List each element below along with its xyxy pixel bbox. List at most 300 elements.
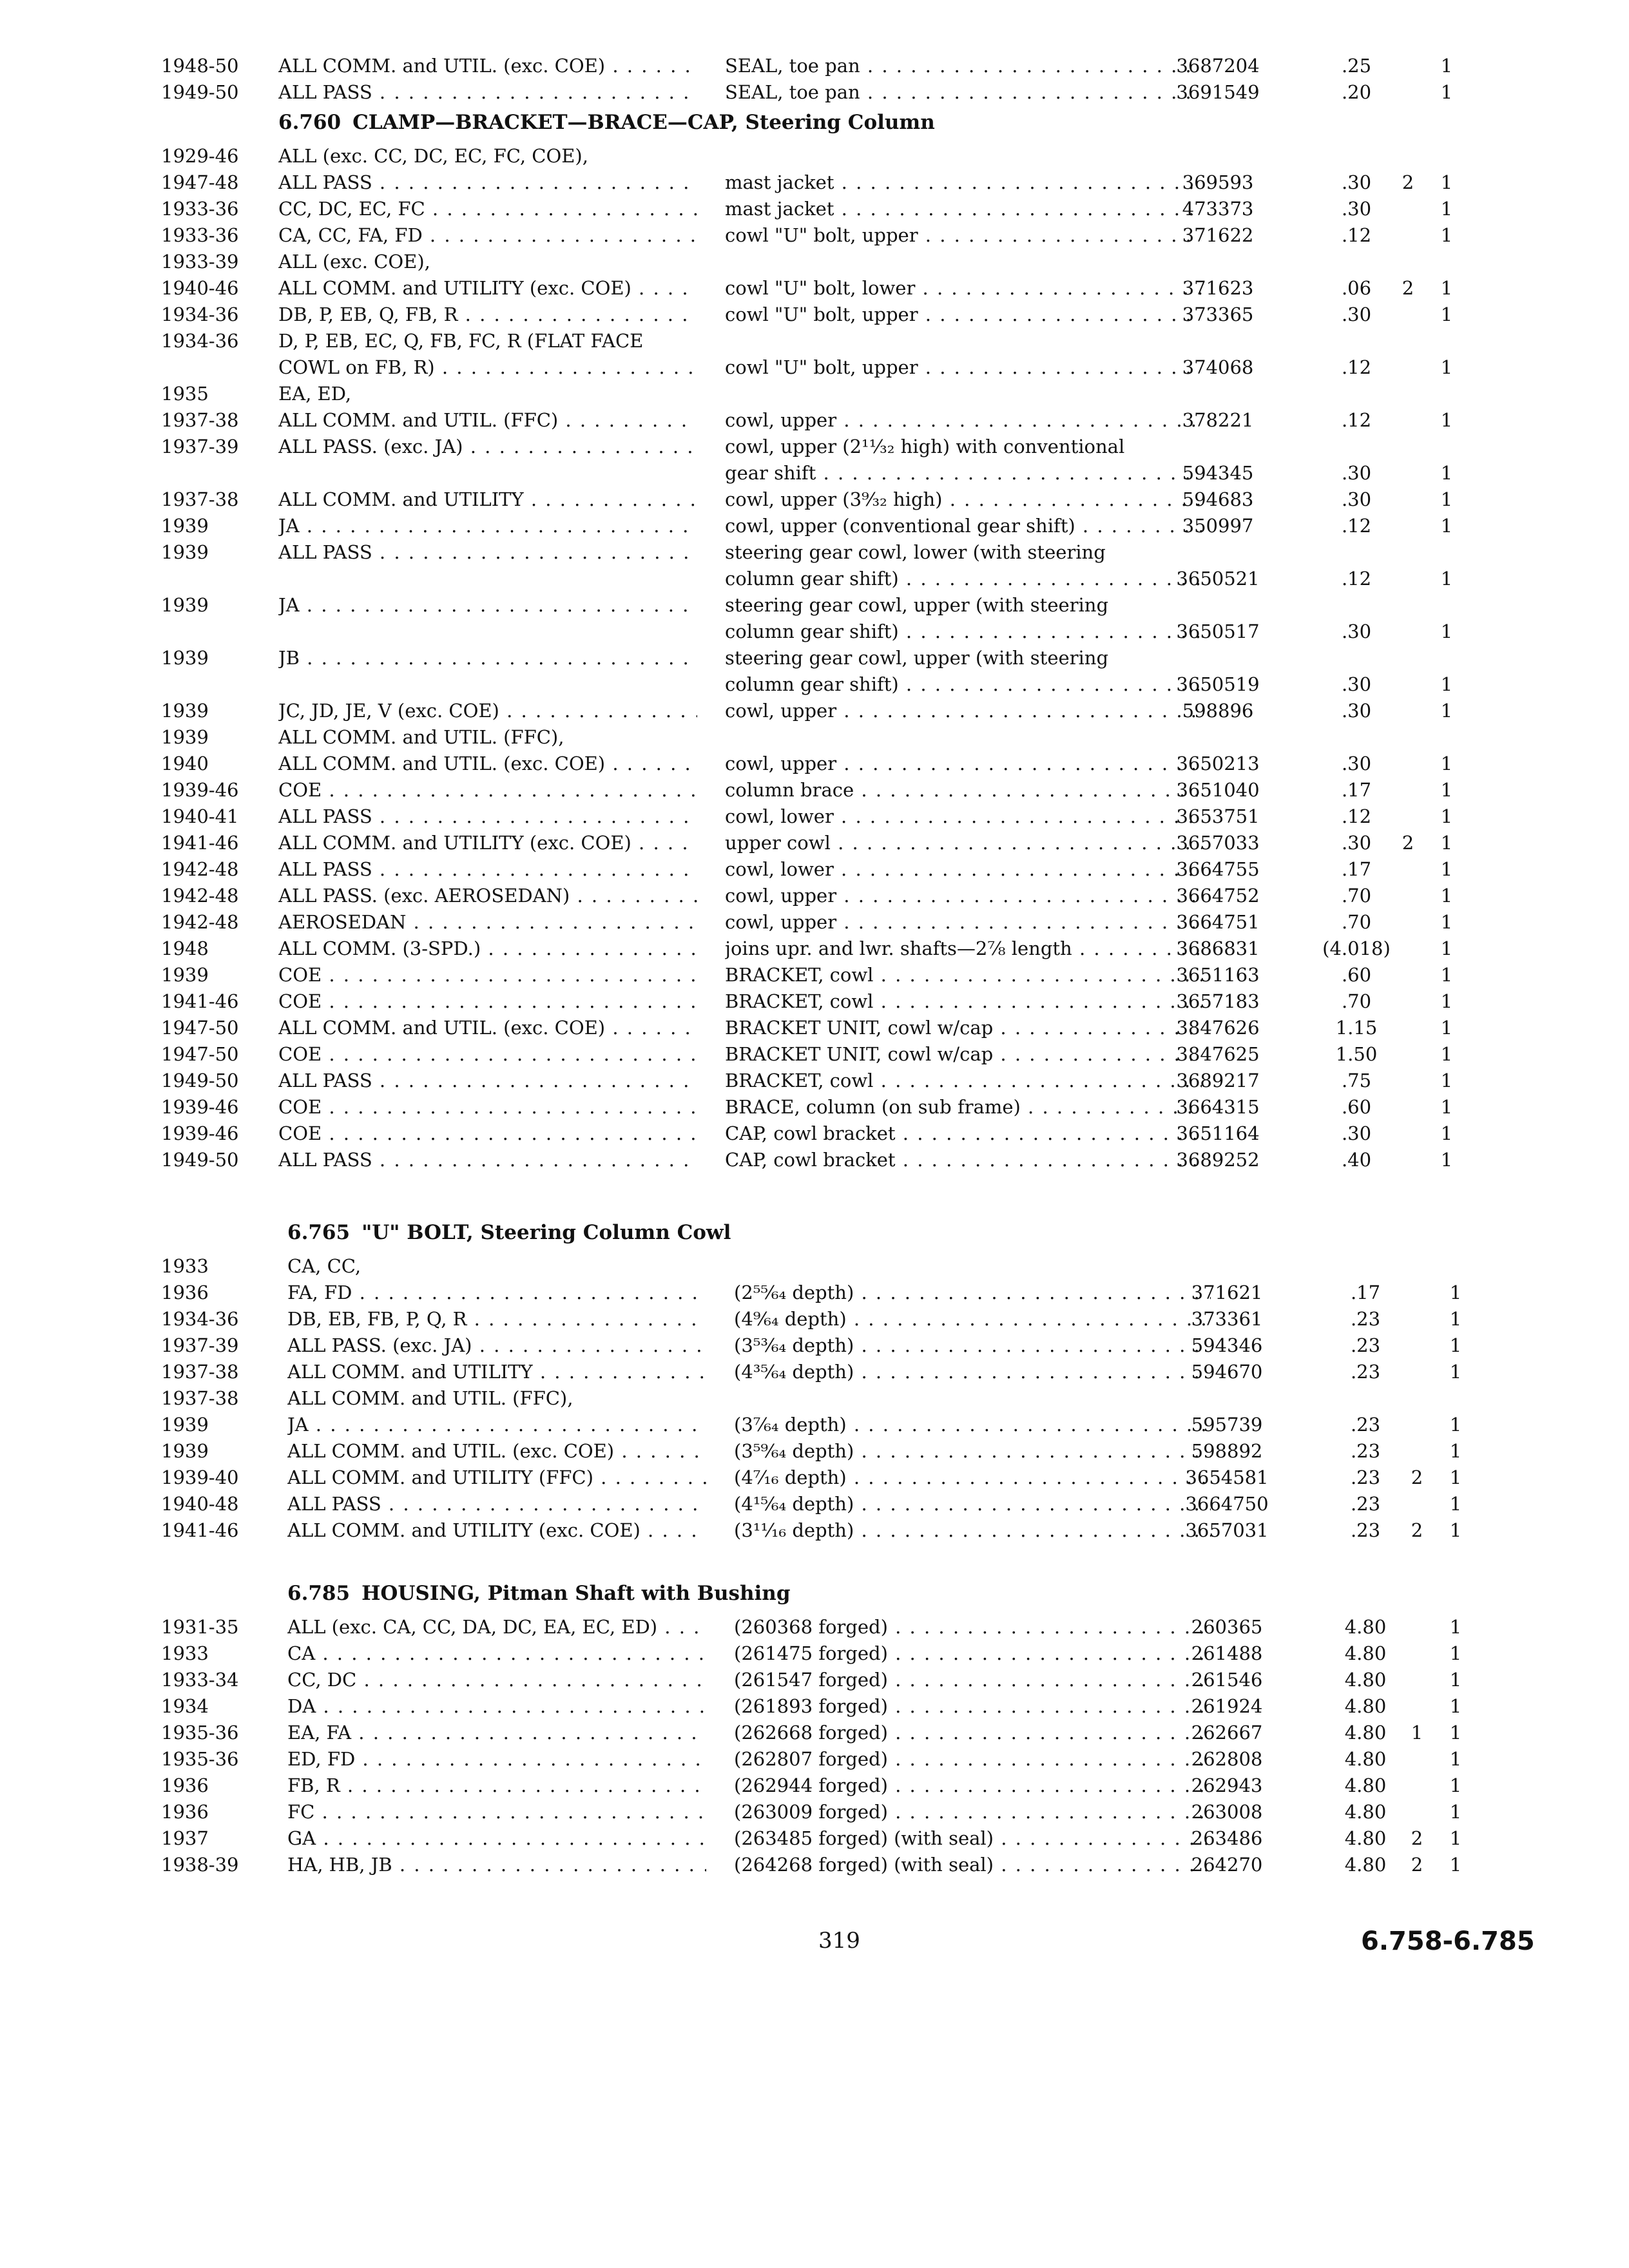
qty-cell: 1 — [1440, 620, 1453, 642]
qty-cell: 1 — [1449, 1282, 1462, 1303]
price-cell: 4.80 — [1344, 1801, 1387, 1823]
part-number-cell: 260365 — [1191, 1616, 1263, 1638]
year-cell: 1937-38 — [161, 1361, 239, 1383]
table-row — [0, 671, 1629, 697]
part-number-cell: 3664752 — [1176, 885, 1260, 907]
description-cell: (4¹⁵⁄₆₄ depth) . . . — [734, 1491, 1211, 1517]
group-qty-cell: 2 — [1411, 1466, 1423, 1488]
qty-cell: 1 — [1440, 937, 1453, 959]
qty-cell: 1 — [1440, 568, 1453, 590]
part-number-cell: 371622 — [1182, 224, 1254, 246]
description-cell: cowl, lower . . . — [725, 803, 1202, 829]
price-cell: 4.80 — [1344, 1695, 1387, 1717]
application-cell: DB, EB, FB, P, Q, R . . . — [287, 1306, 706, 1332]
price-cell: .06 — [1341, 277, 1372, 299]
qty-cell: 1 — [1440, 224, 1453, 246]
application-cell: COE . . . — [278, 1120, 697, 1146]
qty-cell: 1 — [1440, 409, 1453, 431]
description-cell: cowl "U" bolt, lower . . . — [725, 275, 1202, 301]
application-cell: COE . . . — [278, 777, 697, 803]
year-cell: 1939 — [161, 515, 209, 537]
year-cell: 1935 — [161, 383, 209, 405]
application-cell: ED, FD . . . — [287, 1746, 706, 1772]
application-cell: ALL (exc. CC, DC, EC, FC, COE), — [278, 145, 588, 167]
description-cell: (2⁵⁵⁄₆₄ depth) . . . — [734, 1280, 1211, 1305]
table-row — [0, 1359, 1629, 1385]
year-cell: 1939 — [161, 726, 209, 748]
application-cell: ALL COMM. and UTIL. (FFC), — [287, 1387, 574, 1409]
application-cell: AEROSEDAN . . . — [278, 909, 697, 935]
qty-cell: 1 — [1440, 55, 1453, 77]
table-row — [0, 1667, 1629, 1693]
qty-cell: 1 — [1440, 1017, 1453, 1039]
application-cell: ALL (exc. CA, CC, DA, DC, EA, EC, ED) . . . — [287, 1614, 706, 1640]
description-cell: (3⁷⁄₆₄ depth) . . . — [734, 1412, 1211, 1437]
section-number: 6.785 — [287, 1582, 351, 1605]
part-number-cell: 373365 — [1182, 303, 1254, 325]
year-cell: 1939-46 — [161, 1096, 239, 1118]
qty-cell: 1 — [1440, 81, 1453, 103]
table-row — [0, 1068, 1629, 1093]
price-cell: .25 — [1341, 55, 1372, 77]
part-number-cell: 3651163 — [1176, 964, 1260, 986]
description-cell: cowl, lower . . . — [725, 856, 1202, 882]
section-heading — [278, 111, 935, 134]
part-number-cell: 3689252 — [1176, 1149, 1260, 1171]
description-cell: joins upr. and lwr. shafts—2⅞ length . . . — [725, 936, 1202, 961]
qty-cell: 1 — [1440, 753, 1453, 774]
price-cell: .23 — [1350, 1308, 1381, 1330]
part-number-cell: 374068 — [1182, 356, 1254, 378]
application-cell: CA, CC, — [287, 1255, 361, 1277]
qty-cell: 1 — [1440, 990, 1453, 1012]
application-cell: CA . . . — [287, 1640, 706, 1666]
description-cell: cowl "U" bolt, upper . . . — [725, 354, 1202, 380]
price-cell: .70 — [1341, 911, 1372, 933]
description-cell: cowl, upper . . . — [725, 883, 1202, 908]
year-cell: 1939 — [161, 700, 209, 722]
description-cell: (261893 forged) . . . — [734, 1693, 1211, 1719]
table-row — [0, 381, 1629, 407]
part-number-cell: 261924 — [1191, 1695, 1263, 1717]
price-cell: .40 — [1341, 1149, 1372, 1171]
application-cell: ALL COMM. and UTIL. (exc. COE) . . . — [278, 1015, 697, 1041]
table-row — [0, 79, 1629, 105]
application-cell: ALL COMM. and UTILITY (exc. COE) . . . — [278, 830, 697, 856]
table-row — [0, 936, 1629, 961]
description-cell: (263485 forged) (with seal) . . . — [734, 1825, 1211, 1851]
application-cell: CC, DC . . . — [287, 1667, 706, 1693]
qty-cell: 1 — [1440, 779, 1453, 801]
description-cell: gear shift . . . — [725, 460, 1202, 486]
price-cell: .30 — [1341, 462, 1372, 484]
year-cell: 1934-36 — [161, 330, 239, 352]
group-qty-cell: 2 — [1411, 1827, 1423, 1849]
year-cell: 1931-35 — [161, 1616, 239, 1638]
year-cell: 1933-34 — [161, 1669, 239, 1691]
application-cell: ALL (exc. COE), — [278, 251, 430, 273]
price-cell: 4.80 — [1344, 1827, 1387, 1849]
qty-cell: 1 — [1449, 1827, 1462, 1849]
section-heading — [287, 1582, 791, 1605]
year-cell: 1935-36 — [161, 1722, 239, 1744]
description-cell: cowl "U" bolt, upper . . . — [725, 222, 1202, 248]
price-cell: .23 — [1350, 1334, 1381, 1356]
qty-cell: 1 — [1449, 1722, 1462, 1744]
price-cell: .30 — [1341, 673, 1372, 695]
application-cell: JA . . . — [278, 513, 697, 539]
part-number-cell: 595739 — [1191, 1414, 1263, 1436]
application-cell: COE . . . — [278, 1041, 697, 1067]
table-row — [0, 302, 1629, 327]
year-cell: 1941-46 — [161, 832, 239, 854]
table-row — [0, 988, 1629, 1014]
table-row — [0, 1253, 1629, 1279]
section-number: 6.760 — [278, 111, 342, 134]
year-cell: 1933-36 — [161, 224, 239, 246]
description-cell: (262668 forged) . . . — [734, 1720, 1211, 1745]
qty-cell: 1 — [1449, 1748, 1462, 1770]
price-cell: .75 — [1341, 1070, 1372, 1091]
year-cell: 1936 — [161, 1282, 209, 1303]
part-number-cell: 3687204 — [1176, 55, 1260, 77]
description-cell: steering gear cowl, upper (with steering — [725, 594, 1109, 616]
part-number-cell: 3653751 — [1176, 805, 1260, 827]
qty-cell: 1 — [1440, 964, 1453, 986]
qty-cell: 1 — [1449, 1519, 1462, 1541]
description-cell: (3⁵⁹⁄₆₄ depth) . . . — [734, 1438, 1211, 1464]
part-number-cell: 262943 — [1191, 1774, 1263, 1796]
qty-cell: 1 — [1440, 858, 1453, 880]
part-number-cell: 594683 — [1182, 488, 1254, 510]
part-number-cell: 3664755 — [1176, 858, 1260, 880]
price-cell: 4.80 — [1344, 1774, 1387, 1796]
year-cell: 1937 — [161, 1827, 209, 1849]
price-cell: 4.80 — [1344, 1669, 1387, 1691]
year-cell: 1935-36 — [161, 1748, 239, 1770]
application-cell: D, P, EB, EC, Q, FB, FC, R (FLAT FACE — [278, 330, 644, 352]
part-number-cell: 263486 — [1191, 1827, 1263, 1849]
part-number-cell: 378221 — [1182, 409, 1254, 431]
part-number-cell: 3664751 — [1176, 911, 1260, 933]
description-cell: cowl, upper (conventional gear shift) . . . — [725, 513, 1202, 539]
year-cell: 1942-48 — [161, 911, 239, 933]
application-cell: FA, FD . . . — [287, 1280, 706, 1305]
qty-cell: 1 — [1440, 700, 1453, 722]
price-cell: .30 — [1341, 700, 1372, 722]
description-cell: cowl, upper . . . — [725, 407, 1202, 433]
price-cell: 4.80 — [1344, 1722, 1387, 1744]
qty-cell: 1 — [1440, 462, 1453, 484]
year-cell: 1939 — [161, 647, 209, 669]
year-cell: 1933-36 — [161, 198, 239, 220]
table-row — [0, 1640, 1629, 1666]
part-number-cell: 369593 — [1182, 171, 1254, 193]
application-cell: ALL COMM. and UTILITY (exc. COE) . . . — [278, 275, 697, 301]
description-cell: (264268 forged) (with seal) . . . — [734, 1852, 1211, 1878]
group-qty-cell: 2 — [1402, 277, 1414, 299]
part-number-cell: 261546 — [1191, 1669, 1263, 1691]
part-number-cell: 262808 — [1191, 1748, 1263, 1770]
year-cell: 1938-39 — [161, 1854, 239, 1876]
price-cell: .30 — [1341, 198, 1372, 220]
application-cell: COE . . . — [278, 962, 697, 988]
application-cell: FC . . . — [287, 1799, 706, 1825]
description-cell: (3⁵³⁄₆₄ depth) . . . — [734, 1332, 1211, 1358]
description-cell: mast jacket . . . — [725, 169, 1202, 195]
section-title: CLAMP—BRACKET—BRACE—CAP, Steering Column — [352, 111, 935, 134]
part-number-cell: 371623 — [1182, 277, 1254, 299]
part-number-cell: 261488 — [1191, 1642, 1263, 1664]
qty-cell: 1 — [1440, 673, 1453, 695]
qty-cell: 1 — [1449, 1801, 1462, 1823]
application-cell: ALL PASS . . . — [287, 1491, 706, 1517]
price-cell: .12 — [1341, 356, 1372, 378]
description-cell: upper cowl . . . — [725, 830, 1202, 856]
description-cell: BRACKET, cowl . . . — [725, 1068, 1202, 1093]
description-cell: BRACKET UNIT, cowl w/cap . . . — [725, 1041, 1202, 1067]
table-row — [0, 1041, 1629, 1067]
application-cell: DA . . . — [287, 1693, 706, 1719]
price-cell: .23 — [1350, 1493, 1381, 1515]
description-cell: (4⁹⁄₆₄ depth) . . . — [734, 1306, 1211, 1332]
description-cell: SEAL, toe pan . . . — [725, 53, 1202, 79]
price-cell: .30 — [1341, 753, 1372, 774]
description-cell: BRACE, column (on sub frame) . . . — [725, 1094, 1202, 1120]
qty-cell: 1 — [1449, 1642, 1462, 1664]
section-title: "U" BOLT, Steering Column Cowl — [361, 1221, 731, 1244]
application-cell: ALL PASS. (exc. AEROSEDAN) . . . — [278, 883, 697, 908]
year-cell: 1939 — [161, 964, 209, 986]
year-cell: 1940 — [161, 753, 209, 774]
application-cell: JA . . . — [287, 1412, 706, 1437]
part-number-cell: 3664315 — [1176, 1096, 1260, 1118]
description-cell: BRACKET UNIT, cowl w/cap . . . — [725, 1015, 1202, 1041]
qty-cell: 1 — [1449, 1361, 1462, 1383]
table-row — [0, 1491, 1629, 1517]
table-row — [0, 1614, 1629, 1640]
table-row — [0, 751, 1629, 776]
application-cell: CA, CC, FA, FD . . . — [278, 222, 697, 248]
description-cell: SEAL, toe pan . . . — [725, 79, 1202, 105]
description-cell: (4⁷⁄₁₆ depth) . . . — [734, 1465, 1211, 1490]
price-cell: .12 — [1341, 515, 1372, 537]
table-row — [0, 249, 1629, 274]
group-qty-cell: 2 — [1411, 1854, 1423, 1876]
price-cell: .70 — [1341, 990, 1372, 1012]
price-cell: .17 — [1350, 1282, 1381, 1303]
price-cell: .30 — [1341, 832, 1372, 854]
application-cell: ALL COMM. and UTIL. (FFC), — [278, 726, 564, 748]
price-cell: .70 — [1341, 885, 1372, 907]
description-cell: cowl, upper . . . — [725, 909, 1202, 935]
price-cell: .30 — [1341, 303, 1372, 325]
qty-cell: 1 — [1440, 277, 1453, 299]
application-cell: ALL COMM. and UTIL. (FFC) . . . — [278, 407, 697, 433]
application-cell: ALL PASS . . . — [278, 856, 697, 882]
table-row — [0, 53, 1629, 79]
qty-cell: 1 — [1440, 488, 1453, 510]
price-cell: 4.80 — [1344, 1642, 1387, 1664]
qty-cell: 1 — [1440, 1096, 1453, 1118]
table-row — [0, 1120, 1629, 1146]
application-cell: ALL COMM. (3-SPD.) . . . — [278, 936, 697, 961]
price-cell: 1.50 — [1335, 1043, 1378, 1065]
description-cell: (260368 forged) . . . — [734, 1614, 1211, 1640]
group-qty-cell: 1 — [1411, 1722, 1423, 1744]
application-cell: EA, FA . . . — [287, 1720, 706, 1745]
part-number-cell: 263008 — [1191, 1801, 1263, 1823]
table-row — [0, 1385, 1629, 1411]
table-row — [0, 1306, 1629, 1332]
table-row — [0, 856, 1629, 882]
table-row — [0, 1693, 1629, 1719]
group-qty-cell: 2 — [1411, 1519, 1423, 1541]
qty-cell: 1 — [1440, 885, 1453, 907]
table-row — [0, 328, 1629, 354]
description-cell: (4³⁵⁄₆₄ depth) . . . — [734, 1359, 1211, 1385]
part-number-cell: 3651040 — [1176, 779, 1260, 801]
application-cell: FB, R . . . — [287, 1773, 706, 1798]
price-cell: .12 — [1341, 805, 1372, 827]
price-cell: 4.80 — [1344, 1748, 1387, 1770]
year-cell: 1939 — [161, 541, 209, 563]
table-row — [0, 460, 1629, 486]
part-number-cell: 3657033 — [1176, 832, 1260, 854]
application-cell: EA, ED, — [278, 383, 352, 405]
description-cell: steering gear cowl, lower (with steering — [725, 541, 1106, 563]
year-cell: 1939 — [161, 1440, 209, 1462]
year-cell: 1929-46 — [161, 145, 239, 167]
application-cell: COE . . . — [278, 988, 697, 1014]
year-cell: 1949-50 — [161, 1149, 239, 1171]
year-cell: 1939-40 — [161, 1466, 239, 1488]
price-cell: (4.018) — [1322, 937, 1391, 959]
application-cell: ALL PASS . . . — [278, 803, 697, 829]
part-number-cell: 373361 — [1191, 1308, 1263, 1330]
part-number-cell: 3650519 — [1176, 673, 1260, 695]
table-row — [0, 1280, 1629, 1305]
application-cell: ALL PASS . . . — [278, 1147, 697, 1173]
application-cell: CC, DC, EC, FC . . . — [278, 196, 697, 222]
year-cell: 1934-36 — [161, 1308, 239, 1330]
table-row — [0, 909, 1629, 935]
year-cell: 1933 — [161, 1255, 209, 1277]
application-cell: ALL PASS . . . — [278, 1068, 697, 1093]
price-cell: .20 — [1341, 81, 1372, 103]
year-cell: 1934 — [161, 1695, 209, 1717]
table-row — [0, 1332, 1629, 1358]
price-cell: .60 — [1341, 964, 1372, 986]
description-cell: steering gear cowl, upper (with steering — [725, 647, 1109, 669]
qty-cell: 1 — [1440, 198, 1453, 220]
description-cell: column gear shift) . . . — [725, 566, 1202, 591]
year-cell: 1940-41 — [161, 805, 239, 827]
qty-cell: 1 — [1449, 1466, 1462, 1488]
description-cell: (3¹¹⁄₁₆ depth) . . . — [734, 1517, 1211, 1543]
qty-cell: 1 — [1440, 171, 1453, 193]
description-cell: cowl, upper . . . — [725, 698, 1202, 724]
description-cell: CAP, cowl bracket . . . — [725, 1120, 1202, 1146]
year-cell: 1949-50 — [161, 81, 239, 103]
table-row — [0, 883, 1629, 908]
part-number-cell: 3689217 — [1176, 1070, 1260, 1091]
table-row — [0, 645, 1629, 671]
table-row — [0, 962, 1629, 988]
page-number: 319 — [818, 1928, 860, 1954]
price-cell: .23 — [1350, 1361, 1381, 1383]
price-cell: .12 — [1341, 224, 1372, 246]
description-cell: mast jacket . . . — [725, 196, 1202, 222]
year-cell: 1947-48 — [161, 171, 239, 193]
price-cell: .30 — [1341, 488, 1372, 510]
year-cell: 1939-46 — [161, 1122, 239, 1144]
qty-cell: 1 — [1449, 1616, 1462, 1638]
application-cell: ALL COMM. and UTIL. (exc. COE) . . . — [278, 751, 697, 776]
table-row — [0, 1825, 1629, 1851]
description-cell: cowl, upper . . . — [725, 751, 1202, 776]
section-number: 6.765 — [287, 1221, 351, 1244]
qty-cell: 1 — [1449, 1334, 1462, 1356]
qty-cell: 1 — [1440, 1149, 1453, 1171]
qty-cell: 1 — [1440, 515, 1453, 537]
table-row — [0, 698, 1629, 724]
part-number-cell: 3650521 — [1176, 568, 1260, 590]
qty-cell: 1 — [1449, 1695, 1462, 1717]
qty-cell: 1 — [1449, 1854, 1462, 1876]
year-cell: 1949-50 — [161, 1070, 239, 1091]
table-row — [0, 777, 1629, 803]
table-row — [0, 830, 1629, 856]
qty-cell: 1 — [1449, 1414, 1462, 1436]
price-cell: .23 — [1350, 1519, 1381, 1541]
table-row — [0, 1773, 1629, 1798]
price-cell: .30 — [1341, 1122, 1372, 1144]
part-number-cell: 594345 — [1182, 462, 1254, 484]
year-cell: 1939 — [161, 1414, 209, 1436]
application-cell: ALL COMM. and UTILITY . . . — [278, 486, 697, 512]
year-cell: 1942-48 — [161, 858, 239, 880]
table-row — [0, 1746, 1629, 1772]
table-row — [0, 354, 1629, 380]
year-cell: 1941-46 — [161, 990, 239, 1012]
description-cell: (263009 forged) . . . — [734, 1799, 1211, 1825]
table-row — [0, 196, 1629, 222]
price-cell: 4.80 — [1344, 1854, 1387, 1876]
application-cell: ALL PASS. (exc. JA) . . . — [278, 434, 697, 459]
group-qty-cell: 2 — [1402, 171, 1414, 193]
description-cell: column gear shift) . . . — [725, 671, 1202, 697]
table-row — [0, 619, 1629, 644]
table-row — [0, 539, 1629, 565]
table-row — [0, 724, 1629, 750]
year-cell: 1947-50 — [161, 1017, 239, 1039]
table-row — [0, 222, 1629, 248]
description-cell: cowl "U" bolt, upper . . . — [725, 302, 1202, 327]
description-cell: BRACKET, cowl . . . — [725, 988, 1202, 1014]
application-cell: ALL PASS. (exc. JA) . . . — [287, 1332, 706, 1358]
year-cell: 1942-48 — [161, 885, 239, 907]
table-row — [0, 1412, 1629, 1437]
table-row — [0, 1438, 1629, 1464]
description-cell: (262944 forged) . . . — [734, 1773, 1211, 1798]
application-cell: JC, JD, JE, V (exc. COE) . . . — [278, 698, 697, 724]
part-number-cell: 3691549 — [1176, 81, 1260, 103]
year-cell: 1937-39 — [161, 1334, 239, 1356]
table-row — [0, 1799, 1629, 1825]
price-cell: .30 — [1341, 620, 1372, 642]
table-row — [0, 1517, 1629, 1543]
